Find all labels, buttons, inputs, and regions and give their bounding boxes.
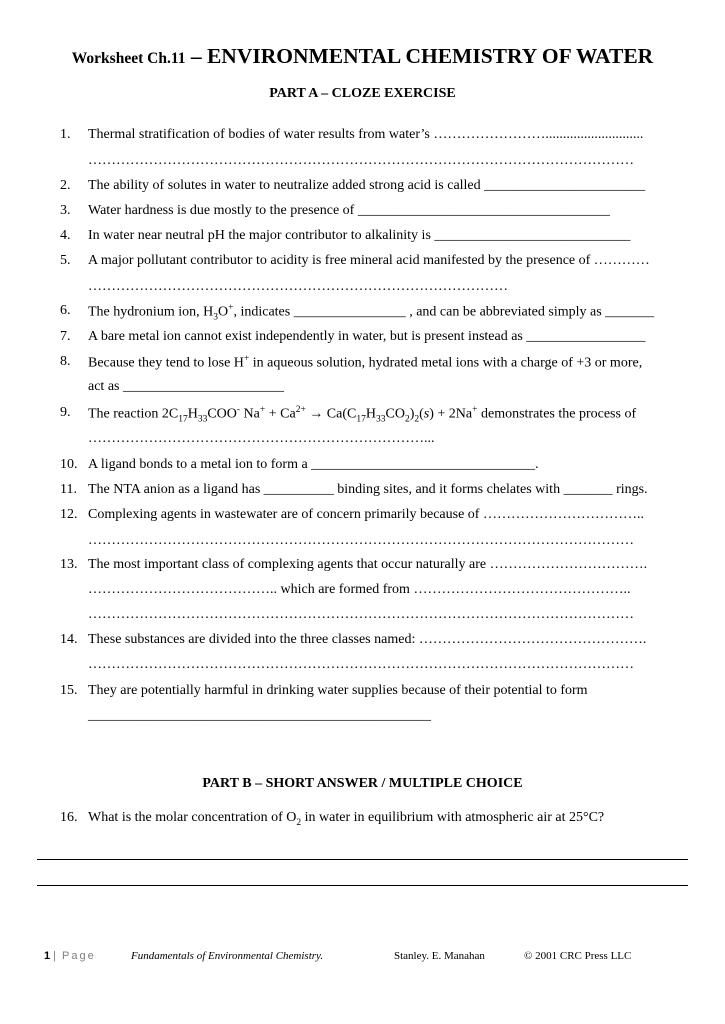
question-number: 14. [60, 632, 78, 647]
page-label: Page [62, 950, 96, 962]
question-8-answer-line: act as _______________________ [88, 379, 284, 394]
book-title: Fundamentals of Environmental Chemistry. [131, 950, 324, 962]
question-5-answer-line: ……………………………………………………………………………… [88, 279, 508, 294]
question-12-text: Complexing agents in wastewater are of concern primarily because of …………………………….. [88, 507, 644, 522]
question-number: 8. [60, 354, 71, 369]
question-number: 15. [60, 683, 78, 698]
author-name: Stanley. E. Manahan [394, 950, 485, 962]
question-14-answer-line: ……………………………………………………………………………………………………… [88, 657, 634, 672]
question-number: 11. [60, 482, 77, 497]
question-number: 6. [60, 303, 71, 318]
question-number: 3. [60, 203, 71, 218]
question-2-text: The ability of solutes in water to neutralize added strong acid is called _______________________ [88, 178, 646, 193]
question-16-text: What is the molar concentration of $O_2$ in water in equilibrium with atmospheric air at 25°C? [88, 810, 605, 828]
question-number: 10. [60, 457, 78, 472]
question-number: 1. [60, 127, 71, 142]
question-number: 12. [60, 507, 78, 522]
question-13-text: The most important class of complexing agents that occur naturally are ……………………………. [88, 557, 648, 572]
question-15-text: They are potentially harmful in drinking water supplies because of their potential to form [88, 683, 588, 698]
question-6-text: The hydronium ion, $H_3O^+$, indicates ________________ , and can be abbreviated simply as _______ [88, 303, 655, 323]
question-10-text: A ligand bonds to a metal ion to form a ________________________________. [88, 457, 539, 472]
question-number: 7. [60, 329, 71, 344]
question-12-answer-line: ……………………………………………………………………………………………………… [88, 533, 634, 548]
question-number: 13. [60, 557, 78, 572]
question-13-continuation: ………………………………….. which are formed from ……………………………………….. [88, 582, 631, 597]
question-11-text: The NTA anion as a ligand has __________ binding sites, and it forms chelates with _______ rings. [88, 482, 648, 497]
question-5-text: A major pollutant contributor to acidity is free mineral acid manifested by the presence of ………… [88, 253, 650, 268]
title-dash: – [185, 44, 207, 68]
question-number: 5. [60, 253, 71, 268]
worksheet-prefix: Worksheet Ch.11 [71, 50, 186, 67]
answer-rule [37, 859, 688, 860]
part-a-heading: PART A – CLOZE EXERCISE [269, 86, 456, 101]
question-7-text: A bare metal ion cannot exist independently in water, but is present instead as _________________ [88, 329, 646, 344]
answer-rule [37, 885, 688, 886]
question-14-text: These substances are divided into the three classes named: …………………………………………. [88, 632, 647, 647]
question-8-text: Because they tend to lose H+ in aqueous solution, hydrated metal ions with a charge of +3 or more, [88, 354, 643, 371]
part-b-heading: PART B – SHORT ANSWER / MULTIPLE CHOICE [202, 776, 523, 791]
page-footer [0, 950, 725, 966]
page-number: 1 [44, 950, 51, 962]
question-number: 2. [60, 178, 71, 193]
question-number: 16. [60, 810, 78, 825]
question-9-text: The reaction $2C_{17}H_{33}COO^-$ $Na^+ + Ca^{2+} \to Ca(C_{17}H_{33}CO_2)_2(s) + 2Na^+$ demonstrates the process of [88, 405, 637, 425]
chapter-title: ENVIRONMENTAL CHEMISTRY OF WATER [206, 44, 654, 68]
worksheet-title [0, 44, 725, 69]
page-separator: | [53, 950, 56, 962]
question-3-text: Water hardness is due mostly to the presence of ____________________________________ [88, 203, 610, 218]
question-1-text: Thermal stratification of bodies of water results from water’s ……………………............................ [88, 127, 644, 142]
question-number: 9. [60, 405, 71, 420]
copyright-notice: © 2001 CRC Press LLC [524, 950, 632, 962]
question-4-text: In water near neutral pH the major contributor to alkalinity is ____________________________ [88, 228, 631, 243]
question-15-answer-line: _________________________________________________ [88, 708, 431, 723]
question-number: 4. [60, 228, 71, 243]
question-1-answer-line: ……………………………………………………………………………………………………… [88, 153, 634, 168]
question-13-answer-line: ……………………………………………………………………………………………………… [88, 607, 634, 622]
question-9-answer-line: ………………………………………………………………... [88, 431, 435, 446]
